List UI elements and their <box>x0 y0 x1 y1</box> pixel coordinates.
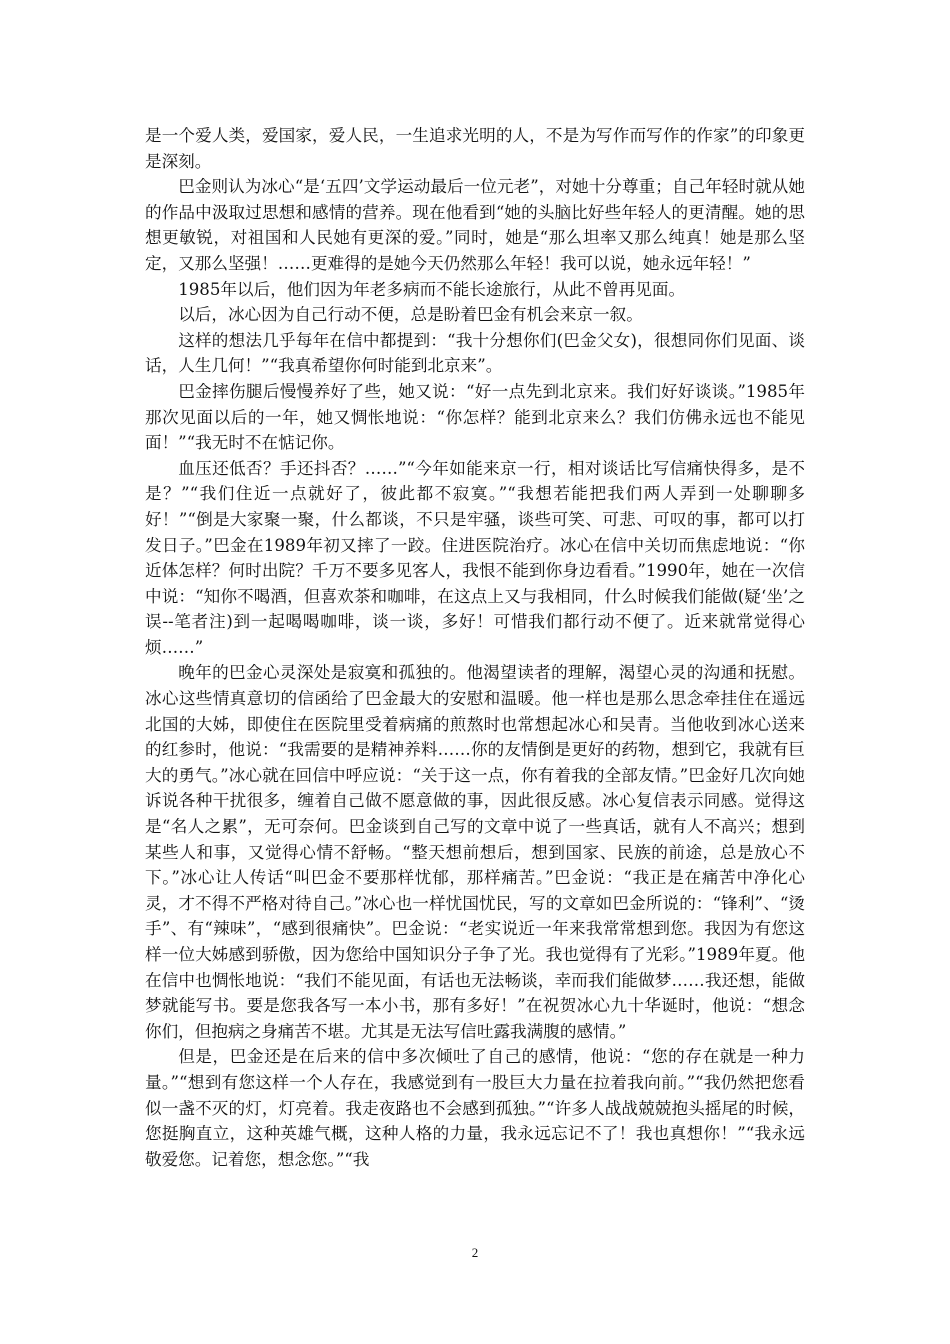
paragraph: 但是，巴金还是在后来的信中多次倾吐了自己的感情，他说：“您的存在就是一种力量。”“想到有您这样一个人存在，我感觉到有一股巨大力量在拉着我向前。”“我仍然把您看似一盏不灭的灯，灯亮着。我走夜路也不会感到孤独。”“许多人战战兢兢抱头摇尾的时候，您挺胸直立，这种英雄气概，这种人格的力量，我永远忘记不了！我也真想你！”“我永远敬爱您。记着您，想念您。”“我 <box>145 1047 805 1169</box>
paragraph: 晚年的巴金心灵深处是寂寞和孤独的。他渴望读者的理解，渴望心灵的沟通和抚慰。冰心这些情真意切的信函给了巴金最大的安慰和温暖。他一样也是那么思念牵挂住在遥远北国的大姊，即使住在医院里受着病痛的煎熬时也常想起冰心和吴青。当他收到冰心送来的红参时，他说：“我需要的是精神养料……你的友情倒是更好的药物，想到它，我就有巨大的勇气。”冰心就在回信中呼应说：“关于这一点，你有着我的全部友情。”巴金好几次向她诉说各种干扰很多，缠着自己做不愿意做的事，因此很反感。冰心复信表示同感。觉得这是“名人之累”，无可奈何。巴金谈到自己写的文章中说了一些真话，就有人不高兴；想到某些人和事，又觉得心情不舒畅。“整天想前想后，想到国家、民族的前途，总是放心不下。”冰心让人传话“叫巴金不要那样忧郁，那样痛苦。”巴金说：“我正是在痛苦中净化心灵，才不得不严格对待自己。”冰心也一样忧国忧民，写的文章如巴金所说的：“锋利”、“烫手”、有“辣味”，“感到很痛快”。巴金说：“老实说近一年来我常常想到您。我因为有您这样一位大姊感到骄傲，因为您给中国知识分子争了光。我也觉得有了光彩。”1989年夏。他在信中也惆怅地说：“我们不能见面，有话也无法畅谈，幸而我们能做梦……我还想，能做梦就能写书。要是您我各写一本小书，那有多好！”在祝贺冰心九十华诞时，他说：“想念你们，但抱病之身痛苦不堪。尤其是无法写信吐露我满腹的感情。” <box>145 663 805 1041</box>
paragraph-continuation: 是一个爱人类，爱国家，爱人民，一生追求光明的人，不是为写作而写作的作家”的印象更是深刻。 <box>145 126 805 171</box>
paragraph: 1985年以后，他们因为年老多病而不能长途旅行，从此不曾再见面。 <box>178 279 686 299</box>
page-number: 2 <box>471 1245 479 1260</box>
paragraph: 这样的想法几乎每年在信中都提到：“我十分想你们(巴金父女)，很想同你们见面、谈话，人生几何！”“我真希望你何时能到北京来”。 <box>145 330 805 376</box>
paragraph: 以后，冰心因为自己行动不便，总是盼着巴金有机会来京一叙。 <box>178 305 643 325</box>
paragraph: 巴金则认为冰心“是‘五四’文学运动最后一位元老”，对她十分尊重；自己年轻时就从她的作品中汲取过思想和感情的营养。现在他看到“她的头脑比好些年轻人的更清醒。她的思想更敏锐，对祖国和人民她有更深的爱。”同时，她是“那么坦率又那么纯真！她是那么坚定，又那么坚强！……更难得的是她今天仍然那么年轻！我可以说，她永远年轻！” <box>145 177 805 273</box>
body-text <box>145 123 805 1172</box>
paragraph: 血压还低否？手还抖否？……”“今年如能来京一行，相对谈话比写信痛快得多，是不是？”“我们住近一点就好了，彼此都不寂寞。”“我想若能把我们两人弄到一处聊聊多好！”“倒是大家聚一聚，什么都谈，不只是牢骚，谈些可笑、可悲、可叹的事，都可以打发日子。”巴金在1989年初又摔了一跤。住进医院治疗。冰心在信中关切而焦虑地说：“你近体怎样？何时出院？千万不要多见客人，我恨不能到你身边看看。”1990年，她在一次信中说：“知你不喝酒，但喜欢茶和咖啡，在这点上又与我相同，什么时候我们能做(疑‘坐’之误--笔者注)到一起喝喝咖啡，谈一谈，多好！可惜我们都行动不便了。近来就常觉得心烦……” <box>145 458 805 657</box>
paragraph: 巴金摔伤腿后慢慢养好了些，她又说：“好一点先到北京来。我们好好谈谈。”1985年那次见面以后的一年，她又惆怅地说：“你怎样？能到北京来么？我们仿佛永远也不能见面！”“我无时不在惦记你。 <box>145 381 805 453</box>
